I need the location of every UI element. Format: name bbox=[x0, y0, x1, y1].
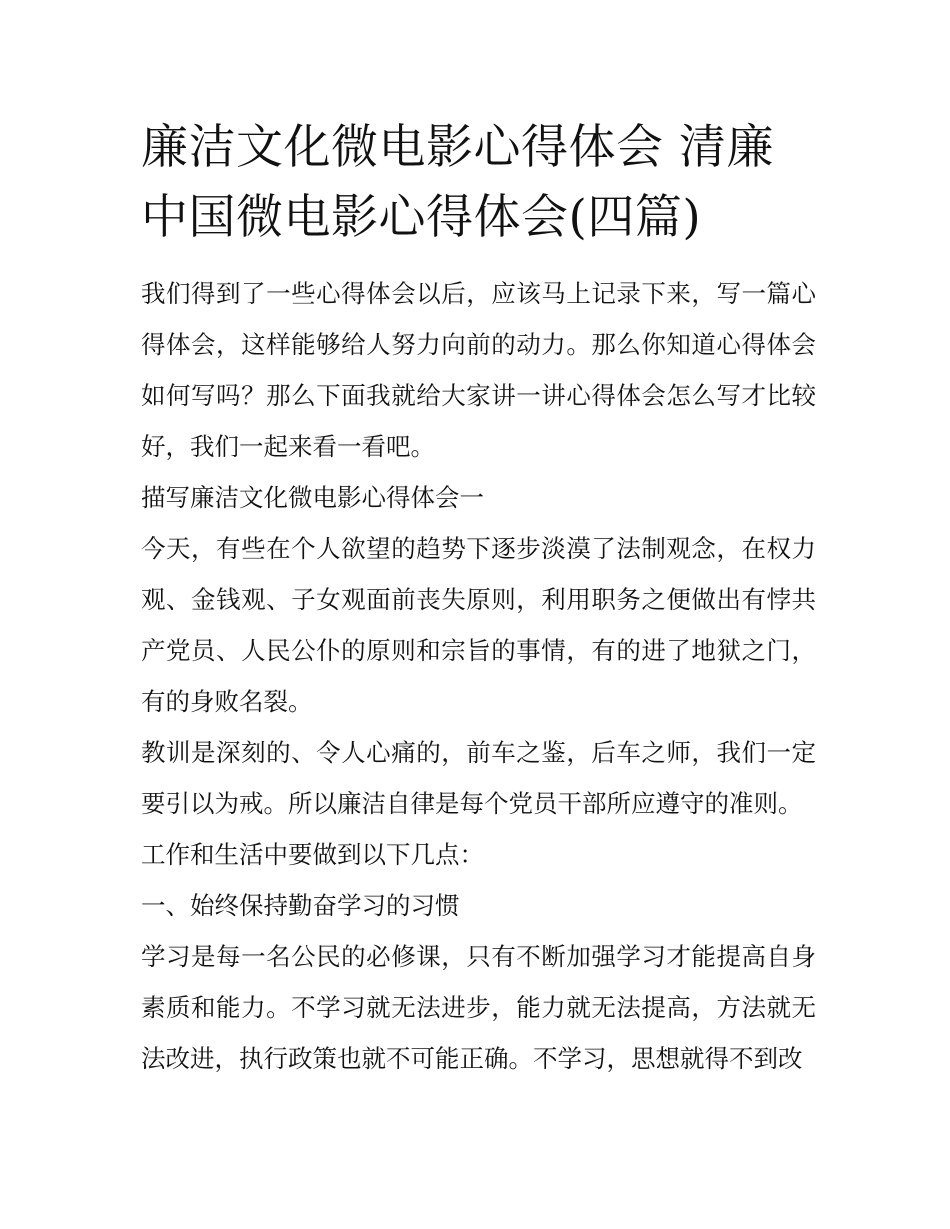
body-paragraph: 教训是深刻的、令人心痛的，前车之鉴，后车之师，我们一定要引以为戒。所以廉洁自律是每个党员干部所应遵守的准则。 bbox=[141, 738, 816, 818]
intro-paragraph: 我们得到了一些心得体会以后，应该马上记录下来，写一篇心得体会，这样能够给人努力向前的动力。那么你知道心得体会如何写吗？那么下面我就给大家讲一讲心得体会怎么写才比较好，我们一起来看一看吧。 bbox=[141, 279, 816, 461]
body-paragraph: 工作和生活中要做到以下几点： bbox=[141, 840, 484, 869]
section-heading: 描写廉洁文化微电影心得体会一 bbox=[141, 483, 484, 512]
document-content bbox=[141, 113, 816, 1084]
document-title: 廉洁文化微电影心得体会 清廉中国微电影心得体会(四篇) bbox=[141, 120, 774, 245]
document-body bbox=[141, 268, 816, 1084]
body-paragraph: 学习是每一名公民的必修课，只有不断加强学习才能提高自身素质和能力。不学习就无法进步，能力就无法提高，方法就无法改进，执行政策也就不可能正确。不学习，思想就得不到改 bbox=[141, 942, 816, 1073]
body-paragraph: 今天，有些在个人欲望的趋势下逐步淡漠了法制观念，在权力观、金钱观、子女观面前丧失原则，利用职务之便做出有悖共产党员、人民公仆的原则和宗旨的事情，有的进了地狱之门，有的身败名裂。 bbox=[141, 534, 816, 716]
subsection-heading: 一、始终保持勤奋学习的习惯 bbox=[141, 891, 460, 920]
